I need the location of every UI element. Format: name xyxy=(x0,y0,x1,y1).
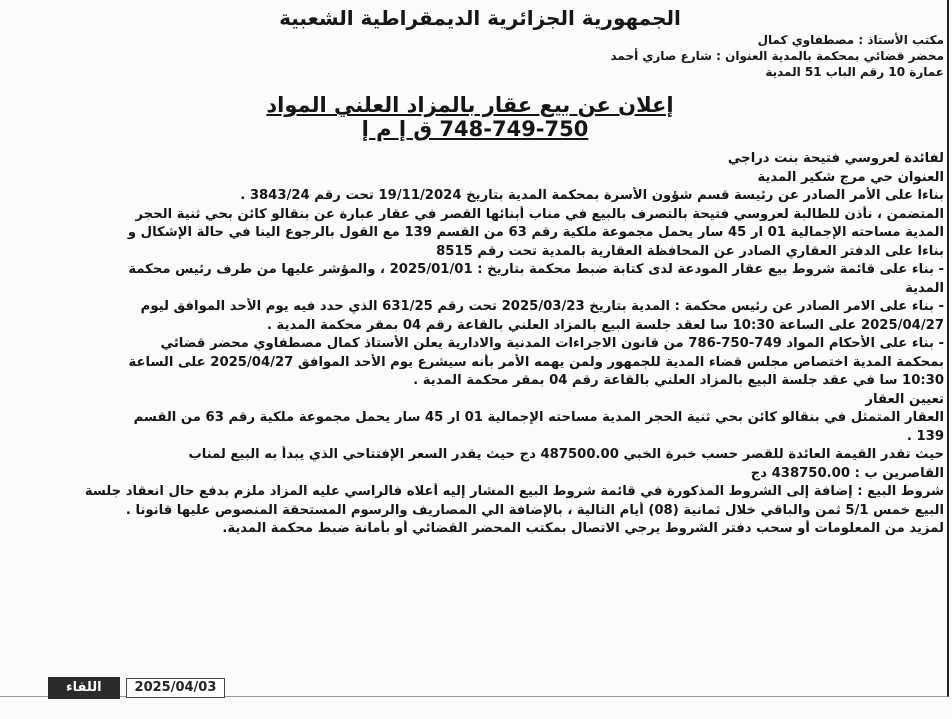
body-line: - بناء على قائمة شروط بيع عقار المودعة لدى كتابة ضبط محكمة بتاريخ : 2025/01/01 ، والمؤشر عليها من طرف رئيس محكمة xyxy=(128,262,944,277)
body-line: حيث تقدر القيمة العائدة للقصر حسب خبرة الخبي 487500.00 دج حيث يقدر السعر الإفتتاحي الذي يبدأ به البيع لمناب xyxy=(188,447,944,462)
publication-date: 2025/04/03 xyxy=(126,678,226,698)
body-line: العنوان حي مرج شكير المدية xyxy=(757,169,944,185)
bailiff-office-block xyxy=(610,32,944,80)
body-line: 2025/04/27 على الساعة 10:30 سا لعقد جلسة البيع بالمزاد العلني بالقاعة رقم 04 بمقر محكمة المدية . xyxy=(266,317,944,333)
body-line: بمحكمة المدية اختصاص مجلس قضاء المدية للجمهور ولمن يهمه الأمر بأنه سيشرع يوم الأحد الموافق 2025/04/27 على الساعة xyxy=(128,354,944,370)
body-line: البيع خمس 5/1 ثمن والباقي خلال ثمانية (08) أيام التالية ، بالإضافة الي المصاريف والرسوم المستحقة المنصوص عليها قانونا . xyxy=(125,502,944,518)
announcement-title: إعلان عن بيع عقار بالمزاد العلني المواد xyxy=(266,93,674,117)
body-line: القاصرين ب : 438750.00 دج xyxy=(750,465,944,481)
body-line: تعيين العقار xyxy=(865,391,944,407)
office-line: مكتب الأستاذ : مصطفاوي كمال xyxy=(757,33,944,47)
body-line: لمزيد من المعلومات أو سحب دفتر الشروط يرجي الاتصال بمكتب المحضر القضائي أو بأمانة ضبط محكمة المدية. xyxy=(222,521,944,536)
body-line: المتضمن ، نأذن للطالبة لعروسي فتيحة بالتصرف بالبيع في مناب أبنائها القصر في عقار عبارة عن بنقالو كائن بحي ثنية الحجر xyxy=(135,206,944,222)
body-line: بناءا على الأمر الصادر عن رئيسة قسم شؤون الأسرة بمحكمة المدية بتاريخ 19/11/2024 تحت رقم 3843/24 . xyxy=(240,188,944,203)
footer-bar xyxy=(48,677,225,699)
body-line: المدية مساحته الإجمالية 01 ار 45 سار يحمل مجموعة ملكية رقم 63 من القسم 139 مع القول بالرجوع الينا في حالة الإشكال و xyxy=(127,225,944,240)
office-line: عمارة 10 رقم الباب 51 المدية xyxy=(765,65,944,79)
newspaper-name: اللقاء xyxy=(48,677,120,699)
body-line: - بناء على الأحكام المواد 749-750-786 من قانون الاجراءات المدنية والادارية يعلن الأستاذ كمال مصطفاوي محضر قضائي xyxy=(160,336,944,351)
republic-heading: الجمهورية الجزائرية الديمقراطية الشعبية xyxy=(279,6,681,30)
body-line: المدية xyxy=(905,280,944,296)
announcement-articles: 748-749-750 ق إ م إ xyxy=(361,117,589,141)
announcement-body xyxy=(14,150,944,539)
body-line: العقار المتمثل في بنقالو كائن بحي ثنية الحجر المدية مساحته الإجمالية 01 ار 45 سار يحمل مجموعة ملكية رقم 63 من القسم xyxy=(133,410,944,425)
body-line: شروط البيع : إضافة إلى الشروط المذكورة في قائمة شروط البيع المشار إليه أعلاه فالراسي عليه المزاد ملزم بدفع حال انعقاد جلسة xyxy=(84,484,944,499)
body-line: 139 . xyxy=(906,428,944,444)
body-line: بناءا على الدفتر العقاري الصادر عن المحافظة العقارية بالمدية تحت رقم 8515 xyxy=(436,243,944,259)
body-line: 10:30 سا في عقد جلسة البيع بالمزاد العلني بالقاعة رقم 04 بمقر محكمة المدية . xyxy=(413,373,944,388)
body-line: - بناء على الامر الصادر عن رئيس محكمة : المدية بتاريخ 2025/03/23 تحت رقم 631/25 الذي حدد فيه يوم الأحد الموافق ليوم xyxy=(140,299,944,314)
body-line: لفائدة لعروسي فتيحة بنت دراجي xyxy=(727,151,944,166)
office-line: محضر قضائي بمحكمة بالمدية العنوان : شارع صاري أحمد xyxy=(610,49,944,63)
